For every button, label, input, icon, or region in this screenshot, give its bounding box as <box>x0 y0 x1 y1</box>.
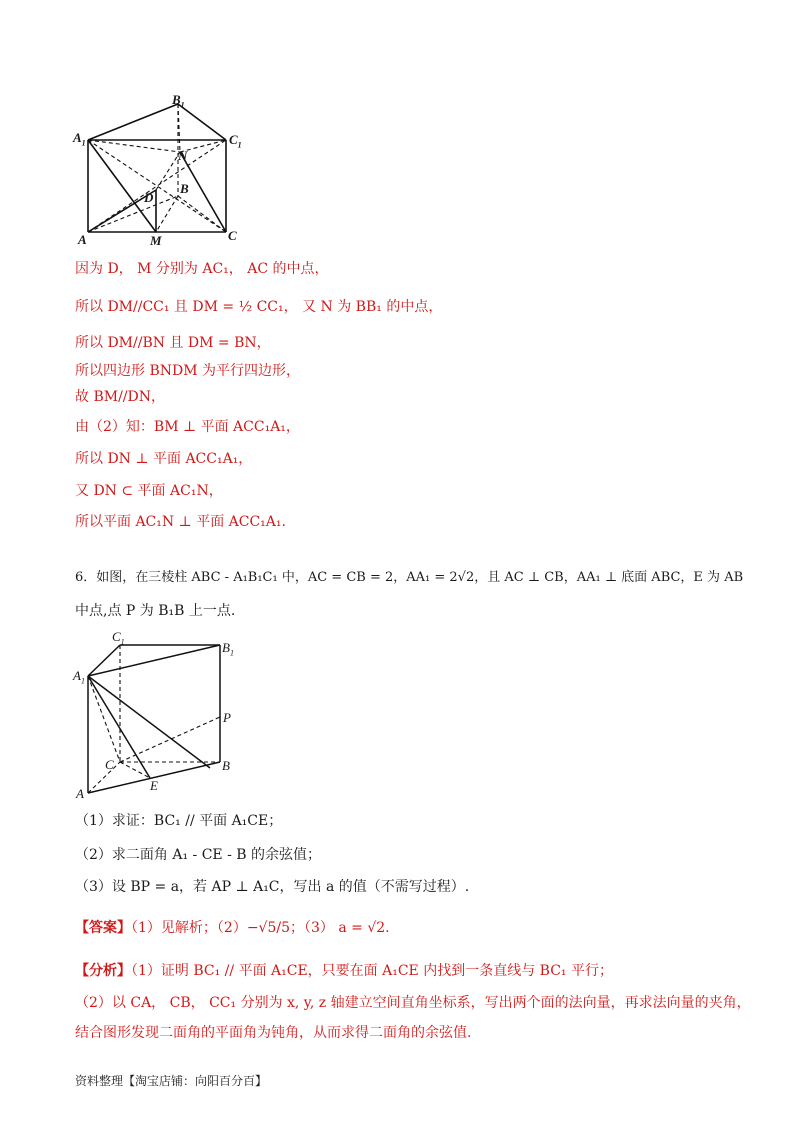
label-c1-fig2: $C_1$ <box>112 629 125 647</box>
label-a-fig2: A <box>76 786 84 801</box>
answer-line <box>75 917 390 937</box>
edge-a1-b1 <box>88 645 220 676</box>
label-e-fig2: E <box>150 778 158 793</box>
label-b1: $B_1$ <box>172 92 185 110</box>
label-p-fig2: P <box>223 710 231 725</box>
edge-a1-c1 <box>88 645 120 676</box>
question-2: （2）求二面角 A₁ - CE - B 的余弦值； <box>75 847 322 863</box>
label-c1: $C_1$ <box>229 132 242 150</box>
label-b-fig2: B <box>222 758 230 773</box>
hidden-c-a <box>88 762 120 793</box>
label-a: A <box>78 232 87 247</box>
label-b: B <box>180 181 189 196</box>
solution-line-5: 故 BM//DN， <box>75 389 165 405</box>
solution-line-1: 因为 D， M 分别为 AC₁， AC 的中点， <box>75 261 329 277</box>
analysis-line-3: 结合图形发现二面角的平面角为钝角，从而求得二面角的余弦值. <box>75 1025 472 1041</box>
analysis-text-1: （1）证明 BC₁ // 平面 A₁CE，只要在面 A₁CE 内找到一条直线与 BC₁ 平行； <box>131 963 613 979</box>
problem6-stem-1: 6．如图，在三棱柱 ABC - A₁B₁C₁ 中，AC = CB = 2，AA₁ = 2√2，且 AC ⊥ CB，AA₁ ⊥ 底面 ABC，E 为 AB <box>75 570 744 585</box>
footer: 资料整理【淘宝店铺：向阳百分百】 <box>75 1074 268 1088</box>
hidden-c-p <box>120 717 220 762</box>
edge-a1-p <box>88 676 210 768</box>
problem6-stem-2: 中点,点 P 为 B₁B 上一点. <box>75 603 236 619</box>
solution-line-7: 所以 DN ⊥ 平面 ACC₁A₁， <box>75 451 253 467</box>
question-1: （1）求证：BC₁ // 平面 A₁CE； <box>75 813 283 829</box>
label-c-fig2: C <box>105 757 114 772</box>
label-d: D <box>144 190 154 205</box>
solution-line-6: 由（2）知：BM ⊥ 平面 ACC₁A₁， <box>75 419 300 435</box>
solution-line-8: 又 DN ⊂ 平面 AC₁N， <box>75 483 223 499</box>
label-m: M <box>150 233 162 248</box>
label-b1-fig2: $B_1$ <box>222 640 234 658</box>
answer-tag: 【答案】 <box>75 920 131 936</box>
label-a1: $A_1$ <box>73 130 86 148</box>
analysis-line-1 <box>75 960 613 980</box>
answer-body: （1）见解析；（2）−√5/5；（3） a = √2. <box>131 920 390 936</box>
solution-line-3: 所以 DM//BN 且 DM = BN， <box>75 335 271 351</box>
analysis-tag: 【分析】 <box>75 963 131 979</box>
label-a1-fig2: $A_1$ <box>73 668 85 686</box>
label-n: N <box>178 148 188 163</box>
label-c: C <box>228 228 237 243</box>
analysis-line-2: （2）以 CA， CB， CC₁ 分别为 x, y, z 轴建立空间直角坐标系，写出两个面的法向量，再求法向量的夹角， <box>75 995 751 1011</box>
solution-line-2: 所以 DM//CC₁ 且 DM = ½ CC₁， 又 N 为 BB₁ 的中点， <box>75 299 443 315</box>
solution-line-4: 所以四边形 BNDM 为平行四边形， <box>75 363 300 379</box>
solution-line-9: 所以平面 AC₁N ⊥ 平面 ACC₁A₁. <box>75 514 286 530</box>
question-3: （3）设 BP = a，若 AP ⊥ A₁C，写出 a 的值（不需写过程）. <box>75 879 470 895</box>
